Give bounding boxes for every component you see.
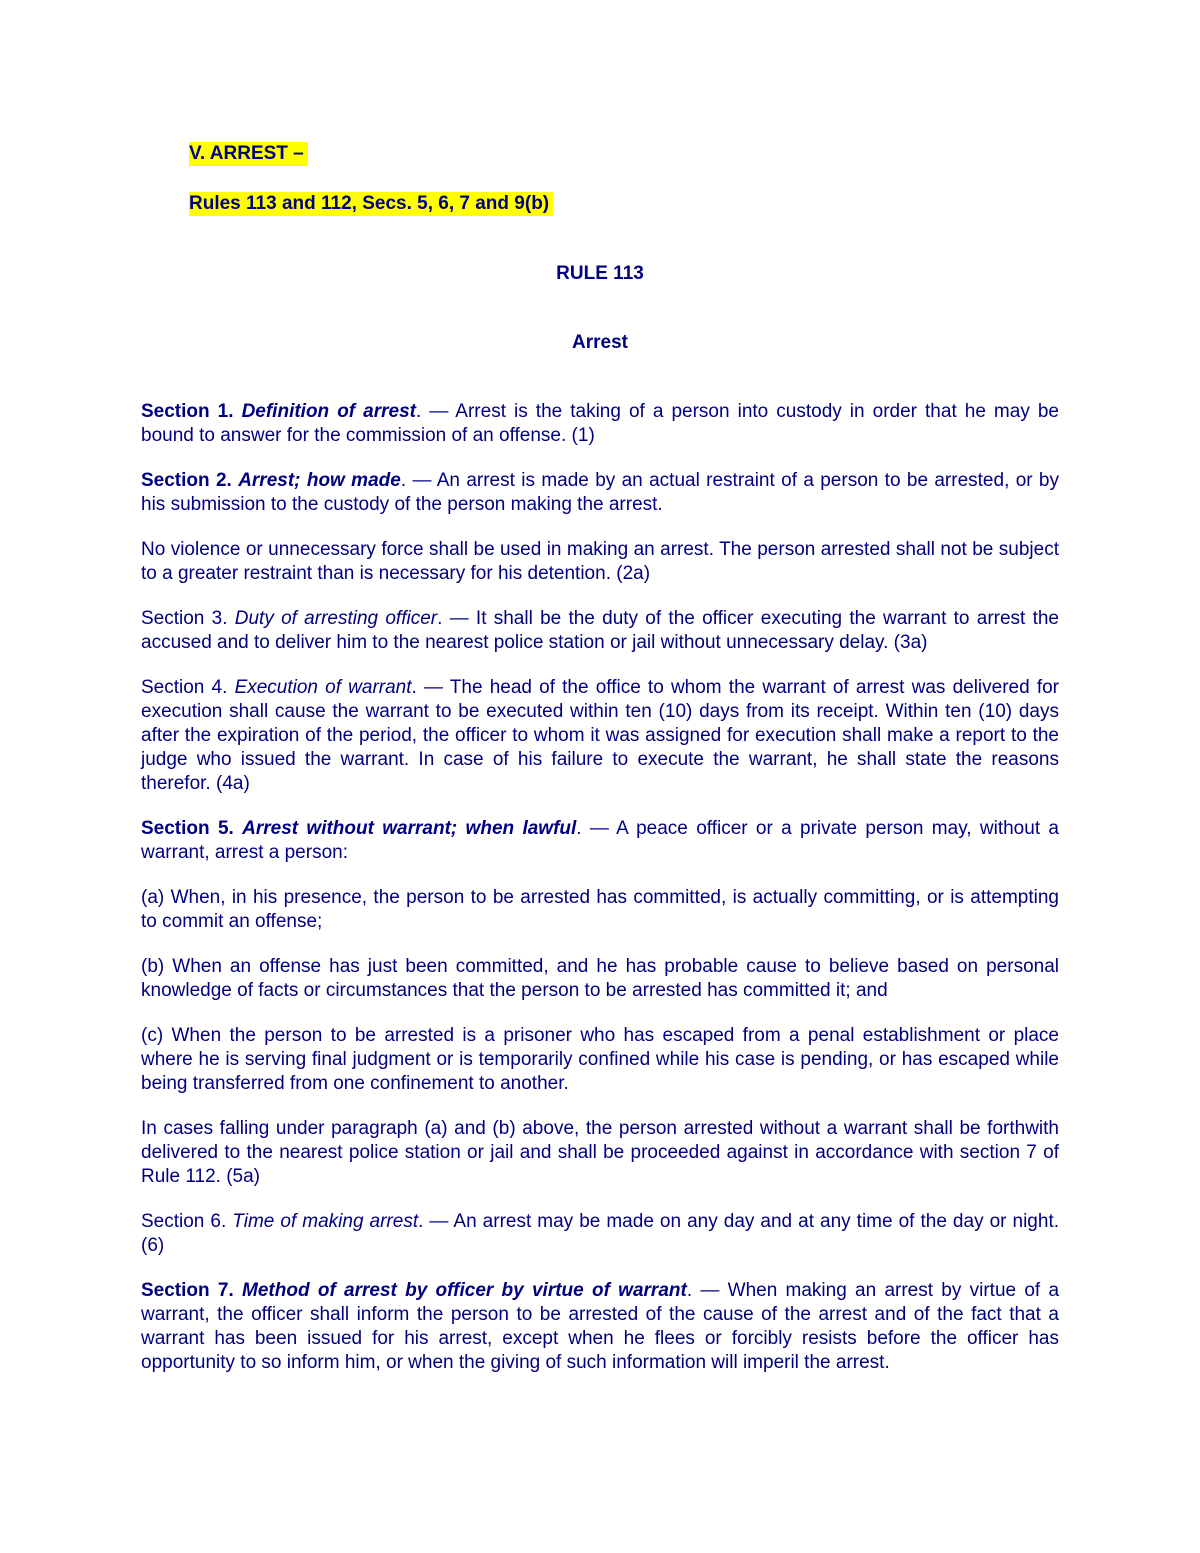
section-7-text: . — When making an arrest by virtue of a warrant, the officer shall inform the person to be arrested of the cause of the arrest and of the fact that a warrant has been issued for his arrest, except when he flees or forcibly resists before the officer has opportunity to so inform him, or when the giving of such information will imperil the arrest. — [141, 1280, 1060, 1373]
section-2-paragraph-2: No violence or unnecessary force shall be used in making an arrest. The person arrested shall not be subject to a greater restraint than is necessary for his detention. (2a) — [141, 539, 1059, 584]
section-2 — [141, 469, 1059, 517]
section-4-title: Execution of warrant — [234, 677, 412, 698]
section-6-title: Time of making arrest — [232, 1211, 419, 1232]
section-6 — [141, 1210, 1059, 1258]
rules-reference — [189, 192, 553, 216]
section-5 — [141, 817, 1059, 865]
section-1-text: . — Arrest is the taking of a person into custody in order that he may be bound to answer for the commission of an offense. (1) — [141, 401, 1060, 446]
rules-subtitle: Rules 113 and 112, Secs. 5, 6, 7 and 9(b) — [189, 192, 553, 216]
section-4-label: Section 4. — [141, 677, 228, 698]
section-7-title: Method of arrest by officer by virtue of warrant — [242, 1280, 687, 1301]
section-2-label: Section 2. — [141, 470, 232, 491]
rule-number: RULE 113 — [556, 263, 644, 284]
section-2-title: Arrest; how made — [238, 470, 401, 491]
section-1-label: Section 1. — [141, 401, 234, 422]
section-5-text: . — A peace officer or a private person may, without a warrant, arrest a person: — [141, 818, 1059, 863]
section-5-closing: In cases falling under paragraph (a) and (b) above, the person arrested without a warrant shall be forthwith delivered to the nearest police station or jail and shall be proceeded against in accordance with section 7 of Rule 112. (5a) — [141, 1118, 1059, 1187]
section-4 — [141, 676, 1059, 796]
section-2-text: . — An arrest is made by an actual restraint of a person to be arrested, or by his submission to the custody of the person making the arrest. — [141, 470, 1060, 515]
section-4-text: . — The head of the office to whom the warrant of arrest was delivered for execution shall cause the warrant to be executed within ten (10) days from its receipt. Within ten (10) days after the expiration of the period, the officer to whom it was assigned for execution shall make a report to the judge who issued the warrant. In case of his failure to execute the warrant, he shall state the reasons therefor. (4a) — [141, 677, 1060, 794]
section-5-item-c: (c) When the person to be arrested is a prisoner who has escaped from a penal establishment or place where he is serving final judgment or is temporarily confined while his case is pending, or has escaped while being transferred from one confinement to another. — [141, 1025, 1059, 1094]
section-3-label: Section 3. — [141, 608, 228, 629]
chapter-heading — [189, 142, 308, 166]
rule-name: Arrest — [572, 332, 628, 353]
section-7-label: Section 7. — [141, 1280, 234, 1301]
section-3-text: . — It shall be the duty of the officer executing the warrant to arrest the accused and to deliver him to the nearest police station or jail without unnecessary delay. (3a) — [141, 608, 1059, 653]
section-3 — [141, 607, 1059, 655]
section-5-item-b: (b) When an offense has just been committed, and he has probable cause to believe based on personal knowledge of facts or circumstances that the person to be arrested has committed it; and — [141, 956, 1059, 1001]
chapter-title: V. ARREST – — [189, 142, 308, 166]
section-6-label: Section 6. — [141, 1211, 227, 1232]
section-5-title: Arrest without warrant; when lawful — [242, 818, 577, 839]
section-1 — [141, 400, 1059, 448]
section-1-title: Definition of arrest — [241, 401, 416, 422]
section-5-label: Section 5. — [141, 818, 234, 839]
section-7 — [141, 1279, 1059, 1375]
section-6-text: . — An arrest may be made on any day and at any time of the day or night. (6) — [141, 1211, 1059, 1256]
section-5-item-a: (a) When, in his presence, the person to be arrested has committed, is actually committing, or is attempting to commit an offense; — [141, 887, 1059, 932]
document-body — [141, 400, 1059, 1396]
section-3-title: Duty of arresting officer — [234, 608, 438, 629]
